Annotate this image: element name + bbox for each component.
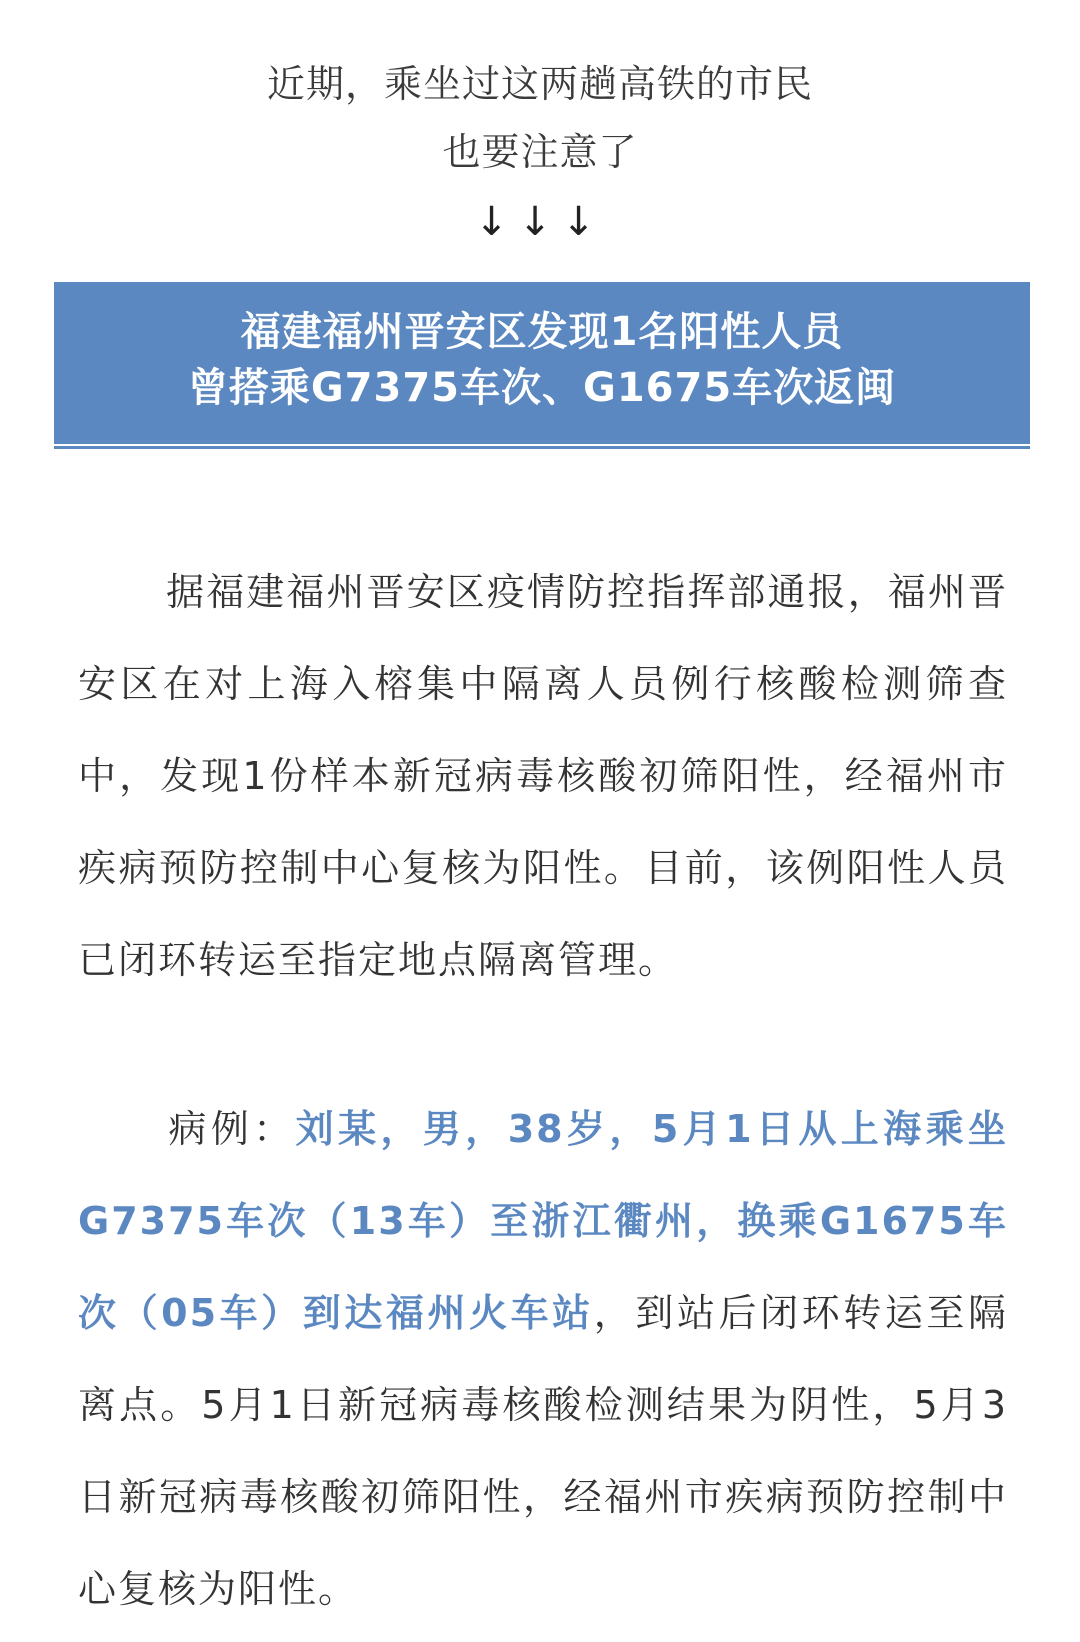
down-arrows-icon: ↓↓↓ [474, 199, 606, 245]
headline-banner [54, 282, 1030, 444]
case-details: ，到站后闭环转运至隔离点。5月1日新冠病毒核酸检测结果为阴性，5月3日新冠病毒核酸初筛阳性，经福州市疾病预防控制中心复核为阳性。 [78, 1291, 1008, 1611]
banner-underline [54, 446, 1030, 449]
case-label: 病例： [166, 1107, 296, 1151]
intro-block [0, 50, 1080, 258]
banner-line-2: 曾搭乘G7375车次、G1675车次返闽 [187, 365, 897, 411]
case-paragraph [78, 1083, 1008, 1635]
case-travel-highlight: 刘某，男，38岁，5月1日从上海乘坐G7375车次（13车）至浙江衢州，换乘G1675车次（05车）到达福州火车站 [78, 1107, 1008, 1335]
report-text: 据福建福州晋安区疫情防控指挥部通报，福州晋安区在对上海入榕集中隔离人员例行核酸检测筛查中，发现1份样本新冠病毒核酸初筛阳性，经福州市疾病预防控制中心复核为阳性。目前，该例阳性人员已闭环转运至指定地点隔离管理。 [78, 570, 1008, 982]
intro-line-2: 也要注意了 [442, 130, 638, 174]
report-paragraph [78, 546, 1008, 1006]
banner-line-1: 福建福州晋安区发现1名阳性人员 [240, 309, 844, 355]
intro-line-1: 近期，乘坐过这两趟高铁的市民 [266, 62, 813, 106]
